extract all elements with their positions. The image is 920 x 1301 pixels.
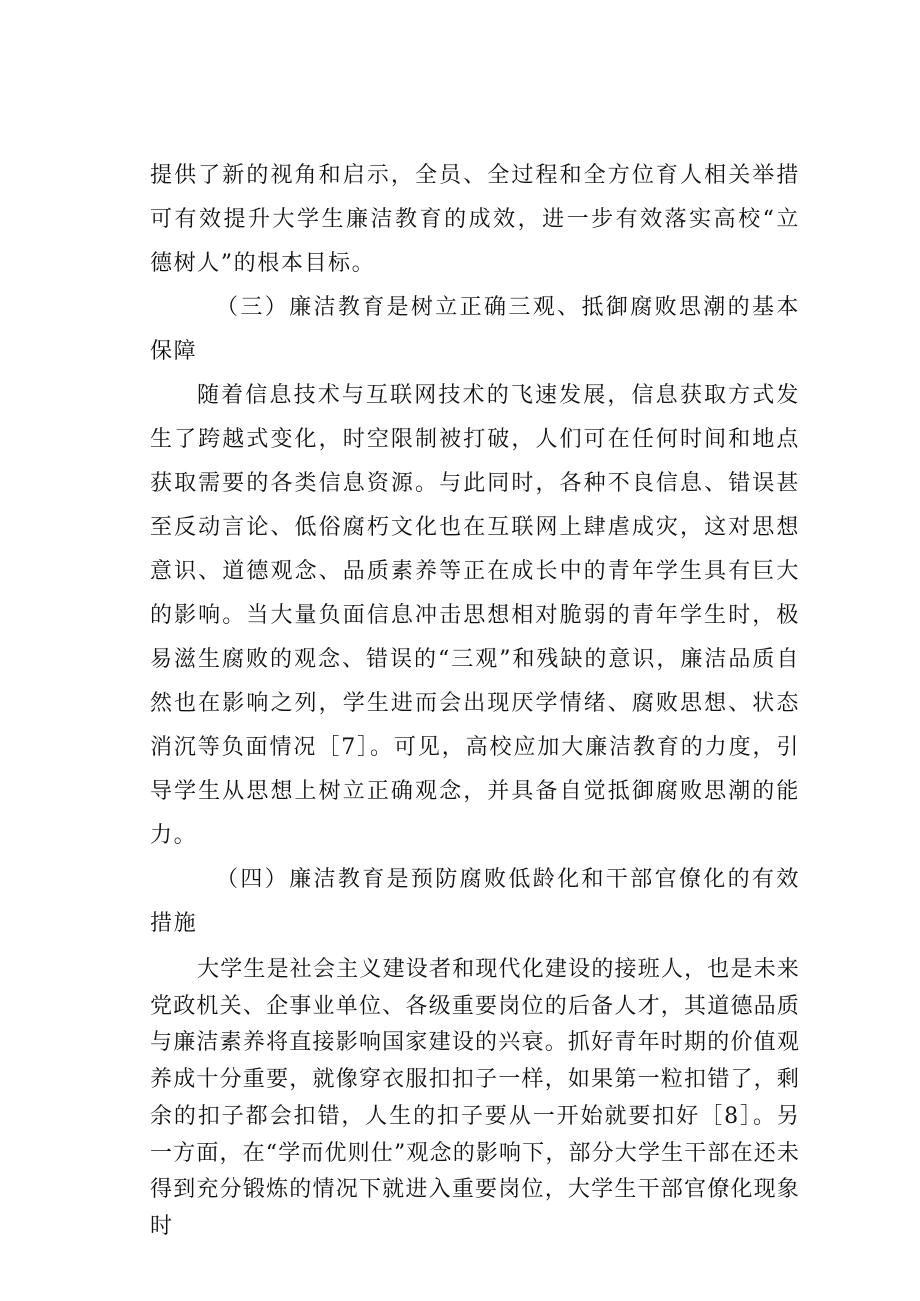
paragraph-body-3: 随着信息技术与互联网技术的飞速发展，信息获取方式发生了跨越式变化，时空限制被打破，人们可在任何时间和地点获取需要的各类信息资源。与此同时，各种不良信息、错误甚至反动言论、低俗腐朽文化也在互联网上肆虐成灾，这对思想意识、道德观念、品质素养等正在成长中的青年学生具有巨大的影响。当大量负面信息冲击思想相对脆弱的青年学生时，极易滋生腐败的观念、错误的“三观”和残缺的意识，廉洁品质自然也在影响之列，学生进而会出现厌学情绪、腐败思想、状态消沉等负面情况［7］。可见，高校应加大廉洁教育的力度，引导学生从思想上树立正确观念，并具备自觉抵御腐败思潮的能力。: [150, 383, 800, 848]
paragraph-continuation: 提供了新的视角和启示，全员、全过程和全方位育人相关举措可有效提升大学生廉洁教育的成效，进一步有效落实高校“立德树人”的根本目标。: [150, 163, 800, 276]
document-page: [150, 154, 800, 1246]
paragraph-body-4: 大学生是社会主义建设者和现代化建设的接班人，也是未来党政机关、企事业单位、各级重要岗位的后备人才，其道德品质与廉洁素养将直接影响国家建设的兴衰。抓好青年时期的价值观养成十分重要，就像穿衣服扣扣子一样，如果第一粒扣错了，剩余的扣子都会扣错，人生的扣子要从一开始就要扣好［8］。另一方面，在“学而优则仕”观念的影响下，部分大学生干部在还未得到充分锻炼的情况下就进入重要岗位，大学生干部官僚化现象时: [150, 957, 800, 1239]
section-heading-3: （三）廉洁教育是树立正确三观、抵御腐败思潮的基本保障: [150, 295, 800, 364]
section-heading-4: （四）廉洁教育是预防腐败低龄化和干部官僚化的有效措施: [150, 867, 800, 936]
